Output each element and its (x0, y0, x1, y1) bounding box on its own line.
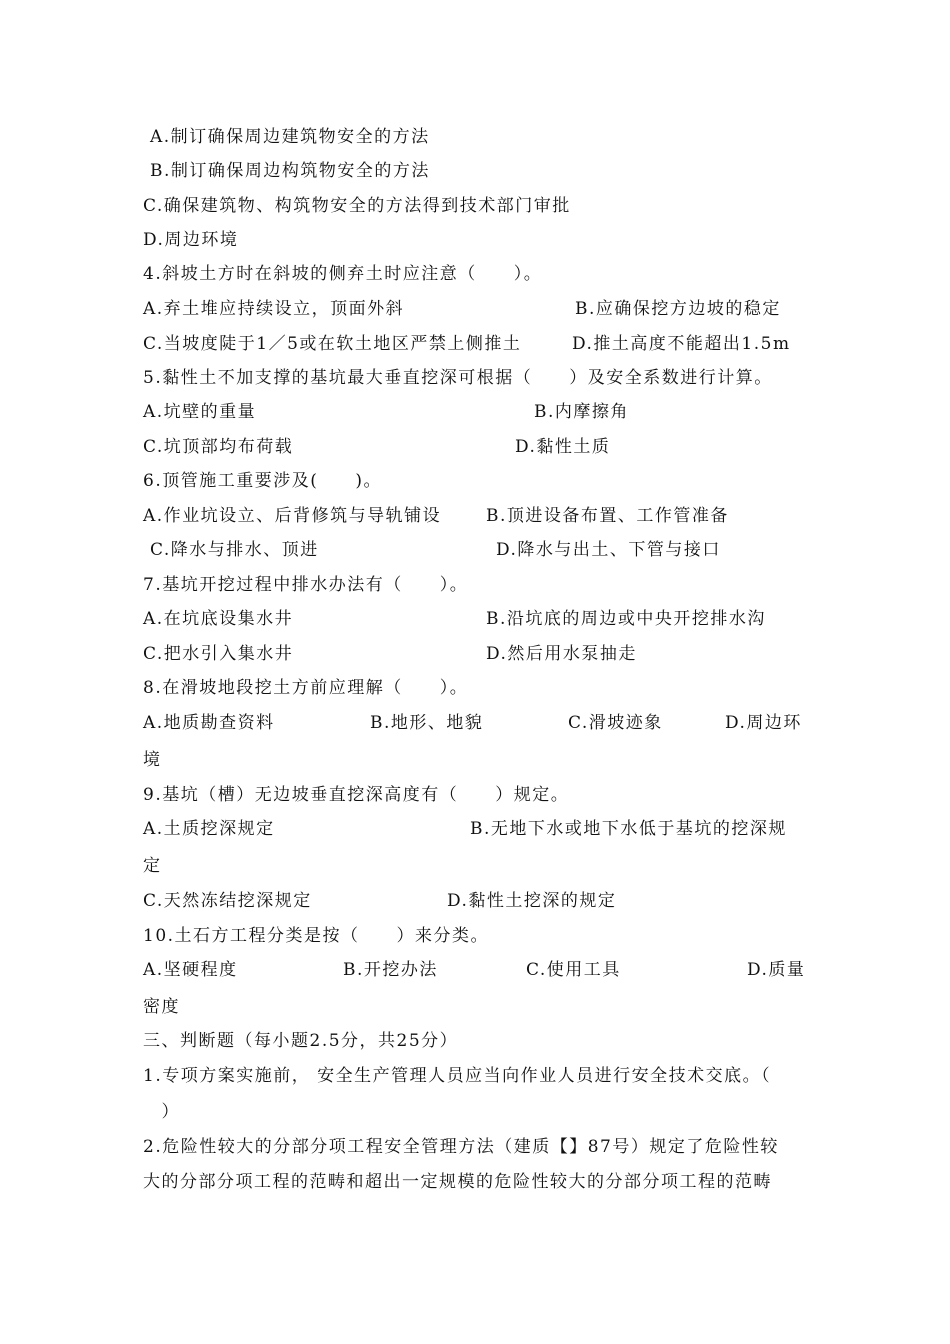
q8-option-d: D.周边环 (725, 713, 802, 733)
section-heading: 三、判断题（每小题2.5分，共25分） (143, 1031, 459, 1051)
question-4: 4.斜坡土方时在斜坡的侧弃土时应注意（ ）。 (143, 264, 543, 284)
q7-option-a: A.在坑底设集水井 (143, 609, 294, 629)
q8-option-b: B.地形、地貌 (370, 713, 484, 733)
q9-option-c: C.天然冻结挖深规定 (143, 891, 312, 911)
option-a-line: A.制订确保周边建筑物安全的方法 (150, 127, 430, 147)
q6-option-d: D.降水与出土、下管与接口 (496, 540, 721, 560)
option-d-line: D.周边环境 (143, 230, 239, 250)
q9-option-b-wrap: 定 (143, 856, 162, 876)
q8-option-c: C.滑坡迹象 (568, 713, 663, 733)
question-5: 5.黏性土不加支撑的基坑最大垂直挖深可根据（ ）及安全系数进行计算。 (143, 368, 773, 388)
question-6: 6.顶管施工重要涉及( )。 (143, 471, 382, 491)
q9-option-a: A.土质挖深规定 (143, 819, 275, 839)
q5-option-a: A.坑壁的重量 (143, 402, 257, 422)
q8-option-a: A.地质勘查资料 (143, 713, 275, 733)
q9-option-d: D.黏性土挖深的规定 (447, 891, 617, 911)
question-10: 10.土石方工程分类是按（ ）来分类。 (143, 926, 490, 946)
q10-option-c: C.使用工具 (526, 960, 621, 980)
judgement-2-wrap: 大的分部分项工程的范畴和超出一定规模的危险性较大的分部分项工程的范畴 (143, 1172, 772, 1192)
q4-option-a: A.弃土堆应持续设立，顶面外斜 (143, 299, 405, 319)
question-8: 8.在滑坡地段挖土方前应理解（ ）。 (143, 678, 469, 698)
q9-option-b: B.无地下水或地下水低于基坑的挖深规 (470, 819, 787, 839)
q4-option-b: B.应确保挖方边坡的稳定 (575, 299, 781, 319)
q10-option-d: D.质量 (747, 960, 806, 980)
question-7: 7.基坑开挖过程中排水办法有（ ）。 (143, 575, 469, 595)
q5-option-b: B.内摩擦角 (534, 402, 629, 422)
option-b-line: B.制订确保周边构筑物安全的方法 (150, 161, 430, 181)
q7-option-d: D.然后用水泵抽走 (486, 644, 637, 664)
q6-option-b: B.顶进设备布置、工作管准备 (486, 506, 729, 526)
q10-option-b: B.开挖办法 (343, 960, 438, 980)
q10-option-a: A.坚硬程度 (143, 960, 238, 980)
question-9: 9.基坑（槽）无边坡垂直挖深高度有（ ）规定。 (143, 785, 570, 805)
q4-option-c: C.当坡度陡于1／5或在软土地区严禁上侧推土 (143, 334, 522, 354)
judgement-1: 1.专项方案实施前， 安全生产管理人员应当向作业人员进行安全技术交底。（ (143, 1066, 772, 1086)
q5-option-c: C.坑顶部均布荷载 (143, 437, 294, 457)
q7-option-c: C.把水引入集水井 (143, 644, 294, 664)
q4-option-d: D.推土高度不能超出1.5m (572, 334, 791, 354)
q7-option-b: B.沿坑底的周边或中央开挖排水沟 (486, 609, 766, 629)
option-c-line: C.确保建筑物、构筑物安全的方法得到技术部门审批 (143, 196, 571, 216)
q8-option-d-wrap: 境 (143, 750, 162, 770)
q5-option-d: D.黏性土质 (515, 437, 611, 457)
judgement-1-wrap: ） (143, 1102, 180, 1122)
q6-option-a: A.作业坑设立、后背修筑与导轨铺设 (143, 506, 442, 526)
q10-option-d-wrap: 密度 (143, 997, 180, 1017)
judgement-2: 2.危险性较大的分部分项工程安全管理方法（建质【】87号）规定了危险性较 (143, 1137, 779, 1157)
q6-option-c: C.降水与排水、顶进 (150, 540, 319, 560)
